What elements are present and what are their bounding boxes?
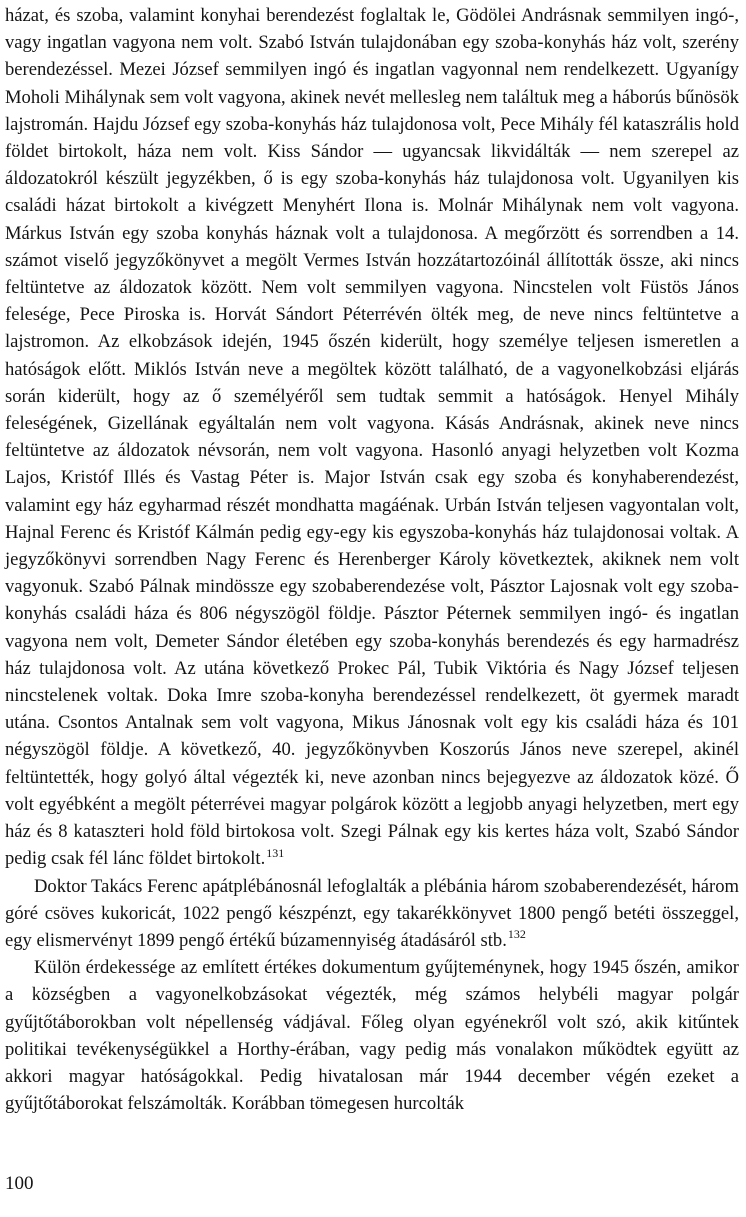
- paragraph-1-text: házat, és szoba, valamint konyhai berendezést foglaltak le, Gödölei Andrásnak semmilyen ingó-, vagy ingatlan vagyona nem volt. Szabó István tulajdonában egy szoba-konyhás ház volt, szerény berendezéssel. Mezei József semmilyen ingó és ingatlan vagyonnal nem rendelkezett. Ugyanígy Moholi Mihálynak sem volt vagyona, akinek nevét mellesleg nem találtuk meg a háborús bűnösök lajstromán. Hajdu József egy szoba-konyhás ház tulajdonosa volt, Pece Mihály fél kataszrális hold földet birtokolt, háza nem volt. Kiss Sándor — ugyancsak likvidálták — nem szerepel az áldozatokról készült jegyzékben, ő is egy szoba-konyhás ház tulajdonosa volt. Ugyanilyen kis családi házat birtokolt a kivégzett Menyhért Ilona is. Molnár Mihálynak nem volt vagyona. Márkus István egy szoba konyhás háznak volt a tulajdonosa. A megőrzött és sorrendben a 14. számot viselő jegyzőkönyvet a megölt Vermes István hozzátartozóinál állították össze, aki nincs feltüntetve az áldozatok között. Nem volt semmilyen vagyona. Nincstelen volt Füstös János felesége, Pece Piroska is. Horvát Sándort Péterrévén ölték meg, de neve nincs feltüntetve a lajstromon. Az elkobzások idején, 1945 őszén kiderült, hogy személye teljesen ismeretlen a hatóságok előtt. Miklós István neve a megöltek között található, de a vagyonelkobzási eljárás során kiderült, hogy az ő személyéről sem tudtak semmit a hatóságok. Henyel Mihály feleségének, Gizellának egyáltalán nem volt vagyona. Kásás Andrásnak, akinek neve nincs feltüntetve az áldozatok névsorán, nem volt vagyona. Hasonló anyagi helyzetben volt Kozma Lajos, Kristóf Illés és Vastag Péter is. Major István csak egy szoba és konyhaberendezést, valamint egy ház egyharmad részét mondhatta magáénak. Urbán István teljesen vagyontalan volt, Hajnal Ferenc és Kristóf Kálmán pedig egy-egy kis egyszoba-konyhás ház tulajdonosai voltak. A jegyzőkönyvi sorrendben Nagy Ferenc és Herenberger Károly következtek, akiknek nem volt vagyonuk. Szabó Pálnak mindössze egy szobaberendezése volt, Pásztor Lajosnak volt egy szoba-konyhás családi háza és 806 négyszögöl földje. Pásztor Péternek semmilyen ingó- és ingatlan vagyona nem volt, Demeter Sándor életében egy szoba-konyhás berendezés és egy harmadrész ház tulajdonosa volt. Az utána következő Prokec Pál, Tubik Viktória és Nagy József teljesen nincstelenek voltak. Doka Imre szoba-konyha berendezéssel rendelkezett, öt gyermek maradt utána. Csontos Antalnak sem volt vagyona, Mikus Jánosnak volt egy kis családi háza és 101 négyszögöl földje. A következő, 40. jegyzőkönyvben Koszorús János neve szerepel, akinél feltüntették, hogy golyó által végezték ki, neve azonban nincs bejegyezve az áldozatok közé. Ő volt egyébként a megölt péterrévei magyar polgárok között a legjobb anyagi helyzetben, mert egy ház és 8 kataszteri hold föld birtokosa volt. Szegi Pálnak egy kis kertes háza volt, Szabó Sándor pedig csak fél lánc földet birtokolt.: [5, 5, 739, 870]
- footnote-ref-132: 132: [507, 927, 526, 942]
- paragraph-1: [5, 2, 739, 873]
- paragraph-2-text: Doktor Takács Ferenc apátplébánosnál lefoglalták a plébánia három szobaberendezését, három góré csöves kukoricát, 1022 pengő készpénzt, egy takarékkönyvet 1800 pengő betéti összeggel, egy elismervényt 1899 pengő értékű búzamennyiség átadásáról stb.: [5, 875, 739, 951]
- paragraph-2: [5, 873, 739, 955]
- paragraph-3: [5, 954, 739, 1117]
- footnote-ref-131: 131: [266, 845, 285, 860]
- paragraph-3-text: Külön érdekessége az említett értékes dokumentum gyűjteménynek, hogy 1945 őszén, amikor a községben a vagyonelkobzásokat végezték, még számos helybéli magyar polgár gyűjtőtáborokban volt népellenség vádjával. Főleg olyan egyénekről volt szó, akik kitűntek politikai tevékenységükkel a Horthy-érában, vagy pedig más vonalakon működtek együtt az akkori magyar hatóságokkal. Pedig hivatalosan már 1944 december végén ezeket a gyűjtőtáborokat felszámolták. Korábban tömegesen hurcolták: [5, 957, 739, 1115]
- body-text: [5, 2, 739, 1117]
- page-number: 100: [5, 1173, 34, 1194]
